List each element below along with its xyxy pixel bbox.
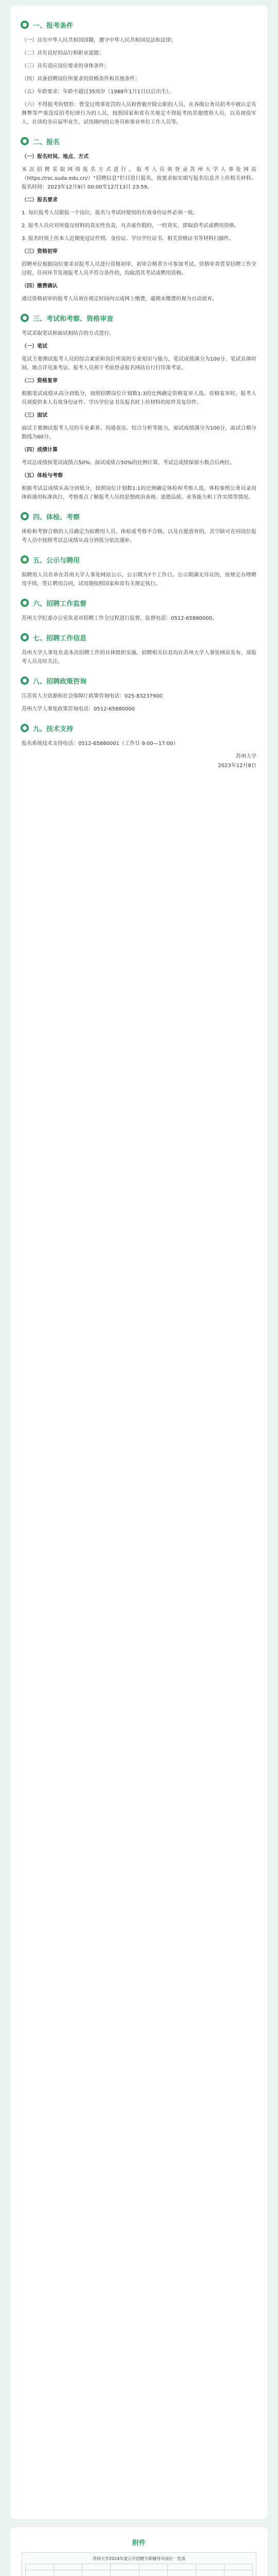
section-header (20, 554, 256, 565)
paragraph: 苏州大学人事处政策咨询电话：0512-65880000 (22, 706, 135, 712)
subheading: （一）笔试 (22, 344, 47, 349)
section-header (20, 313, 256, 323)
section-title: 七、招聘工作信息 (33, 634, 87, 642)
paragraph: 招聘单位根据岗位要求对报考人员进行资格初审，初审合格者方可参加考试。资格审查贯穿招聘工作全过程，任何环节发现报考人员不符合条件的，均取消其考试或聘用资格。 (22, 262, 256, 276)
paragraph: 笔试主要测试报考人员的综合素质和岗位所需的专业知识与能力，笔试成绩满分为100分。笔试具体时间、地点详见准考证。报考人员须于考前登录报名网站自行打印准考证。 (22, 357, 256, 371)
subheading: （三）面试 (22, 413, 47, 418)
subheading: （二）资格复审 (22, 378, 58, 384)
paragraph: 苏州大学纪委办公室负责对招聘工作全过程进行监督，监督电话：0512-65880000。 (22, 616, 217, 621)
section-title: 二、报名 (33, 138, 60, 146)
section-title: 五、公示与聘用 (33, 556, 80, 565)
section-tag-icon (20, 554, 30, 565)
paragraph: （一）具有中华人民共和国国籍，遵守中华人民共和国宪法和法律； (22, 38, 176, 43)
section-header (20, 723, 256, 733)
section-header (20, 675, 256, 686)
paragraph: 体检和考察合格的人员确定为拟聘用人员。体检或考察不合格、以及自愿放弃的，其空缺可在同岗位报考人员中按照考试总成绩从高分到低分依次递补。 (22, 529, 256, 544)
section-title: 六、招聘工作监督 (33, 600, 87, 608)
paragraph: 3. 报名时须上传本人近期免冠证件照、身份证、学历学位证书、相关资格证书等材料扫描件。 (22, 236, 234, 242)
paragraph: 江苏省人力资源和社会保障厅政策咨询电话：025-83237900 (22, 693, 163, 699)
announcement-body (10, 5, 268, 2519)
section-title: 一、报考条件 (33, 22, 74, 30)
section-tag-icon (20, 723, 30, 733)
section-tag-icon (20, 632, 30, 642)
section-tag-icon (20, 136, 30, 146)
section-tag-icon (20, 511, 30, 521)
paragraph: （五）年龄要求：年龄不超过35周岁（1988年1月1日以后出生）。 (22, 89, 174, 95)
paragraph: 通过资格初审的报考人员须在规定时间内完成网上缴费，逾期未缴费的视为自动放弃。 (22, 296, 217, 302)
section-header (20, 136, 256, 146)
paragraph: 苏州大学人事处负责本次招聘工作的具体组织实施，招聘相关信息均在苏州大学人事处网站发布，请报考人员及时关注。 (22, 650, 256, 665)
signature-date: 2023年12月8日 (218, 763, 256, 769)
subheading: （一）报名时间、地点、方式 (22, 154, 89, 160)
subheading: （三）资格初审 (22, 249, 58, 255)
section-title: 四、体检、考察 (33, 513, 80, 521)
paragraph: （三）具有适应岗位要求的身体条件； (22, 63, 109, 69)
subheading: （四）缴费确认 (22, 283, 58, 289)
section-header (20, 511, 256, 521)
paragraph: 本次招聘采取网络报名方式进行。报考人员须登录苏州大学人事处网站（https://rsc.suda.edu.cn/）“招聘信息”栏目进行报名，按要求如实填写报名信息并上传相关材料。报名时间：2023年12月9日 00:00至12月13日 23:59。 (22, 167, 256, 190)
section-title: 八、招聘政策咨询 (33, 677, 87, 686)
attachment-title: 附件 (132, 2539, 146, 2547)
paragraph: 拟聘用人员名单在苏州大学人事处网站公示，公示期为7个工作日。公示期满无异议的，按规定办理聘用手续，签订聘用合同，试用期按照国家和省有关规定执行。 (22, 572, 256, 587)
section-title: 九、技术支持 (33, 725, 74, 733)
subheading: （二）报名要求 (22, 197, 58, 203)
paragraph: 报名系统技术支持电话：0512-65880001（工作日 9:00—17:00） (22, 741, 179, 747)
signature-org: 苏州大学 (236, 754, 256, 759)
paragraph: （六）不得报考的情形：曾受过刑事处罚的人员和曾被开除公职的人员，在各级公务员招考中被认定有舞弊等严重违反招考纪律行为的人员，按照国家和省有关规定不得报考的其他情形人员，以及现役军人、在读的非应届毕业生、试用期内的公务员和事业单位工作人员等。 (22, 102, 256, 125)
paragraph: 根据笔试成绩从高分到低分，按照招聘岗位计划数1:3的比例确定资格复审人选。资格复审时，报考人员须提供本人有效身份证件、学历学位证书及报名时上传材料的原件及复印件。 (22, 391, 256, 405)
paragraph: 根据考试总成绩从高分到低分，按照岗位计划数1:1的比例确定体检和考察人选。体检参照公务员录用体检通用标准执行，考察重点了解报考人员的思想政治表现、道德品质、业务能力和工作实绩等情况。 (22, 486, 256, 500)
paragraph: 考试采取笔试和面试相结合的方式进行。 (22, 331, 114, 336)
paragraph: 1. 每位报考人员限报一个岗位，报名与考试时使用的有效身份证件必须一致。 (22, 210, 198, 216)
section-tag-icon (20, 313, 30, 323)
section-tag-icon (20, 675, 30, 686)
section-header (20, 632, 256, 642)
attachment-table (25, 2564, 253, 2576)
subheading: （四）成绩计算 (22, 447, 58, 453)
attachment-table-image[interactable] (22, 2552, 256, 2576)
section-tag-icon (20, 598, 30, 608)
paragraph: （四）具备招聘岗位所要求的资格条件和其他条件； (22, 76, 140, 82)
paragraph: 2. 报考人员应对所提交材料的真实性负责，凡弄虚作假的，一经查实，即取消考试或聘用资格。 (22, 223, 239, 229)
section-header (20, 598, 256, 608)
attachment-caption: 苏州大学2024年度公开招聘专职辅导员岗位一览表 (92, 2556, 186, 2561)
attachment-card (10, 2527, 268, 2576)
section-title: 三、考试和考察、资格审查 (33, 315, 114, 323)
section-header (20, 20, 256, 30)
signature-block (22, 752, 256, 771)
paragraph: 面试主要测试报考人员的专业素养、沟通表达、综合分析等能力，面试成绩满分为100分，面试合格分数线为60分。 (22, 426, 256, 440)
paragraph: 考试总成绩按笔试成绩占50%、面试成绩占50%的比例计算，考试总成绩保留小数点后两位。 (22, 460, 235, 466)
subheading: （五）体检与考察 (22, 473, 63, 479)
section-tag-icon (20, 20, 30, 30)
paragraph: （二）具有良好的品行和职业道德； (22, 50, 104, 56)
